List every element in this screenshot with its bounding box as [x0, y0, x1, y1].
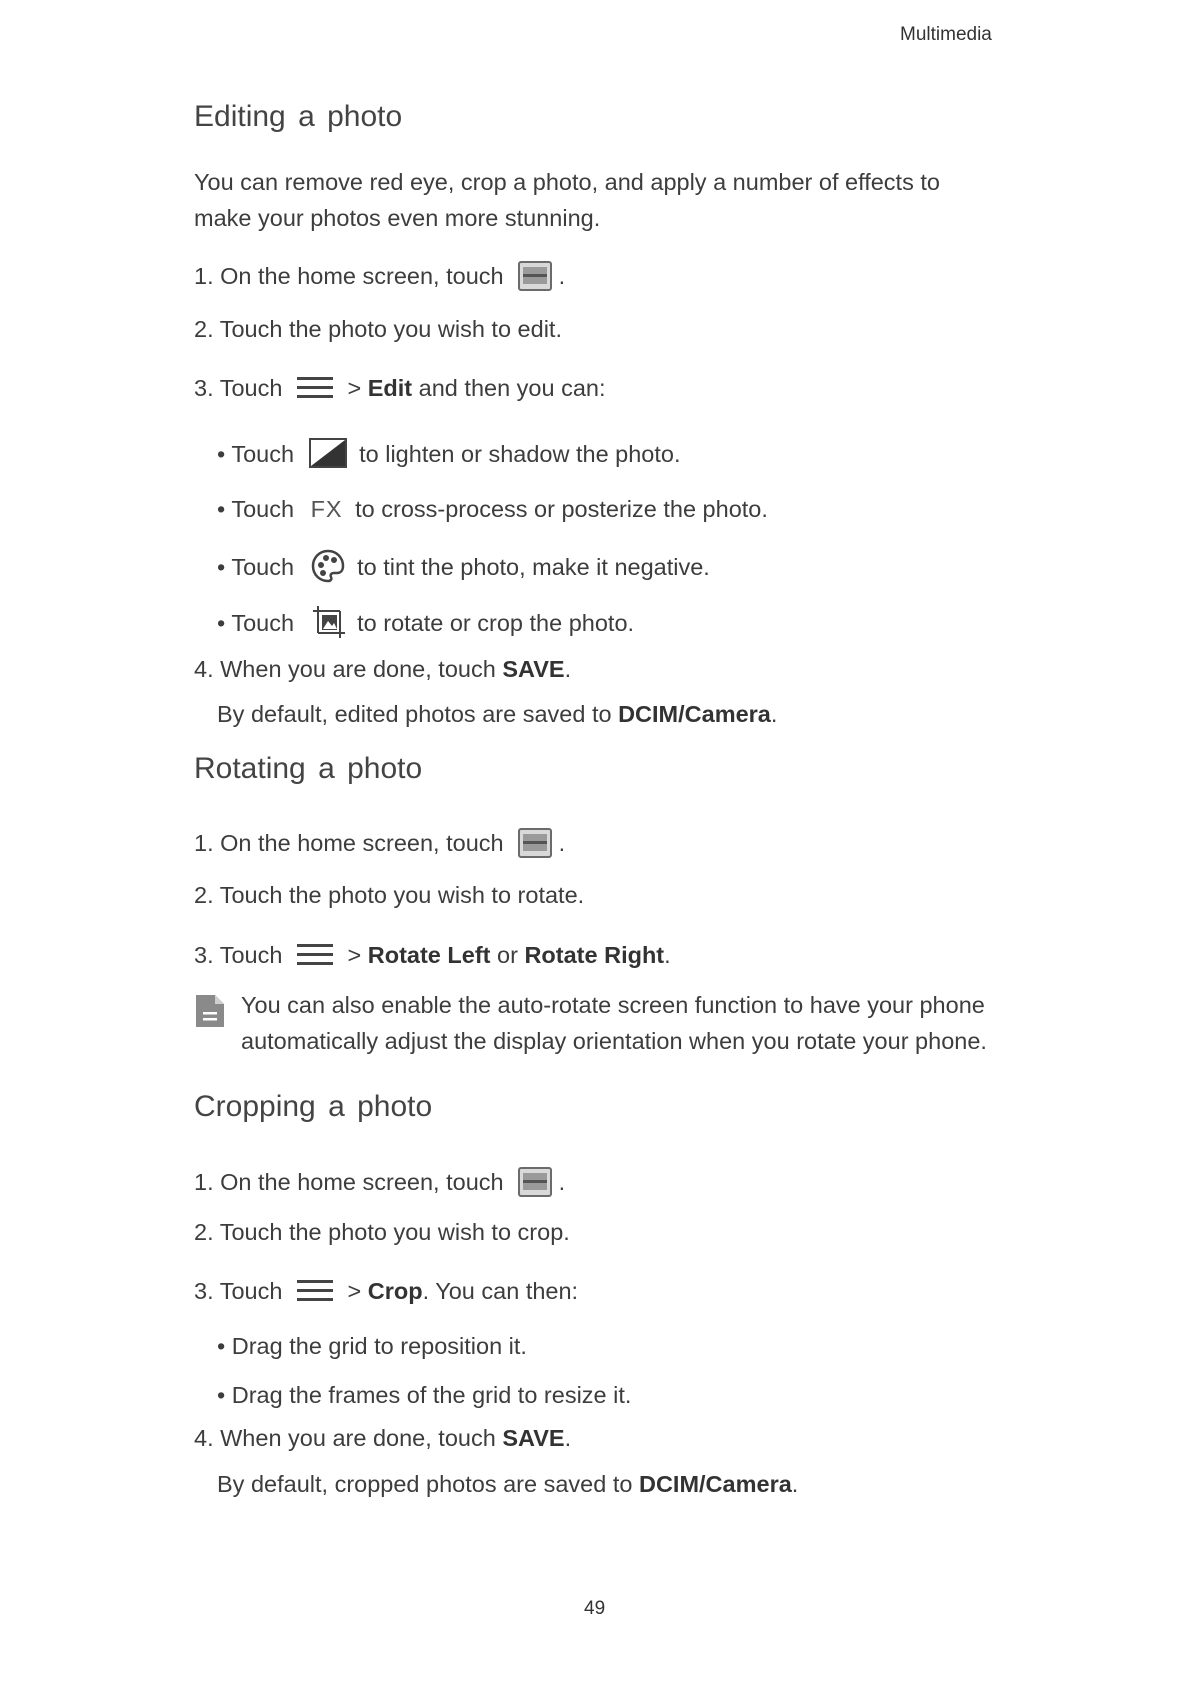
- rotating-step-2: 2. Touch the photo you wish to rotate.: [194, 882, 585, 908]
- save-label: SAVE: [502, 656, 565, 682]
- editing-step-3: [194, 370, 606, 406]
- rotating-step-3: [194, 937, 671, 973]
- bullet-text: to rotate or crop the photo.: [357, 610, 635, 636]
- cropping-step-4: [194, 1420, 571, 1456]
- rotating-step-1: [194, 825, 565, 861]
- gallery-icon: [518, 1167, 552, 1197]
- step-text: 3. Touch: [194, 1278, 283, 1304]
- editing-bullet-1: [217, 436, 681, 472]
- editing-bullet-2: [217, 491, 768, 527]
- palette-icon: [311, 549, 345, 583]
- step-text: 1. On the home screen, touch: [194, 263, 504, 289]
- bullet-prefix: • Touch: [217, 554, 295, 580]
- step-text: 4. When you are done, touch: [194, 656, 496, 682]
- editing-bullet-3: [217, 549, 710, 586]
- rotate-right-label: Rotate Right: [524, 942, 665, 968]
- cropping-step-1: [194, 1164, 565, 1200]
- editing-default-note: [217, 696, 777, 732]
- cropping-bullet-2: • Drag the frames of the grid to resize it.: [217, 1382, 632, 1408]
- menu-icon: [297, 942, 333, 968]
- bullet-text: to cross-process or posterize the photo.: [355, 496, 768, 522]
- bullet-text: to tint the photo, make it negative.: [357, 554, 710, 580]
- editing-intro-line2: make your photos even more stunning.: [194, 205, 601, 231]
- note-icon: [194, 993, 226, 1034]
- bullet-prefix: • Touch: [217, 441, 295, 467]
- bullet-text: to lighten or shadow the photo.: [359, 441, 681, 467]
- step-text: 3. Touch: [194, 375, 283, 401]
- rotating-tip: You can also enable the auto-rotate screen function to have your phone automatically adjust the display orientation when you rotate your phone.: [241, 992, 987, 1054]
- separator: >: [347, 1278, 362, 1304]
- save-label: SAVE: [502, 1425, 565, 1451]
- step-text: 1. On the home screen, touch: [194, 1169, 504, 1195]
- bullet-prefix: • Touch: [217, 496, 295, 522]
- heading-cropping-photo: Cropping a photo: [194, 1090, 433, 1123]
- crop-label: Crop: [367, 1278, 423, 1304]
- editing-step-1: [194, 258, 565, 294]
- note-text: By default, cropped photos are saved to: [217, 1471, 633, 1497]
- exposure-icon: [309, 438, 347, 468]
- editing-step-4: [194, 651, 571, 687]
- step-text: 4. When you are done, touch: [194, 1425, 496, 1451]
- separator: >: [347, 942, 362, 968]
- rotate-left-label: Rotate Left: [367, 942, 491, 968]
- step-end: .: [564, 656, 572, 682]
- editing-step-2: 2. Touch the photo you wish to edit.: [194, 316, 562, 342]
- heading-rotating-photo: Rotating a photo: [194, 752, 423, 785]
- step-end: .: [558, 263, 566, 289]
- step-suffix: and then you can:: [418, 375, 606, 401]
- cropping-step-3: [194, 1273, 578, 1309]
- separator: >: [347, 375, 362, 401]
- menu-icon: [297, 375, 333, 401]
- cropping-bullet-1: • Drag the grid to reposition it.: [217, 1333, 527, 1359]
- bullet-prefix: • Touch: [217, 610, 295, 636]
- editing-intro-line1: You can remove red eye, crop a photo, and apply a number of effects to: [194, 169, 940, 195]
- running-header: Multimedia: [900, 24, 992, 45]
- step-end: .: [558, 1169, 566, 1195]
- dcim-path: DCIM/Camera: [618, 701, 771, 727]
- step-end: .: [664, 942, 671, 968]
- note-end: .: [770, 701, 778, 727]
- page-number: 49: [584, 1598, 606, 1619]
- or-text: or: [497, 942, 518, 968]
- heading-editing-photo: Editing a photo: [194, 100, 403, 133]
- dcim-path: DCIM/Camera: [638, 1471, 792, 1497]
- edit-label: Edit: [367, 375, 413, 401]
- editing-bullet-4: [217, 605, 634, 641]
- step-text: 1. On the home screen, touch: [194, 830, 504, 856]
- menu-icon: [297, 1278, 333, 1304]
- cropping-default-note: [217, 1466, 798, 1502]
- note-text: By default, edited photos are saved to: [217, 701, 612, 727]
- step-end: .: [558, 830, 566, 856]
- crop-rotate-icon: [313, 606, 345, 638]
- cropping-step-2: 2. Touch the photo you wish to crop.: [194, 1219, 570, 1245]
- step-suffix: . You can then:: [422, 1278, 579, 1304]
- step-text: 3. Touch: [194, 942, 283, 968]
- step-end: .: [564, 1425, 572, 1451]
- note-end: .: [791, 1471, 799, 1497]
- fx-icon: FX: [310, 496, 343, 522]
- gallery-icon: [518, 261, 552, 291]
- gallery-icon: [518, 828, 552, 858]
